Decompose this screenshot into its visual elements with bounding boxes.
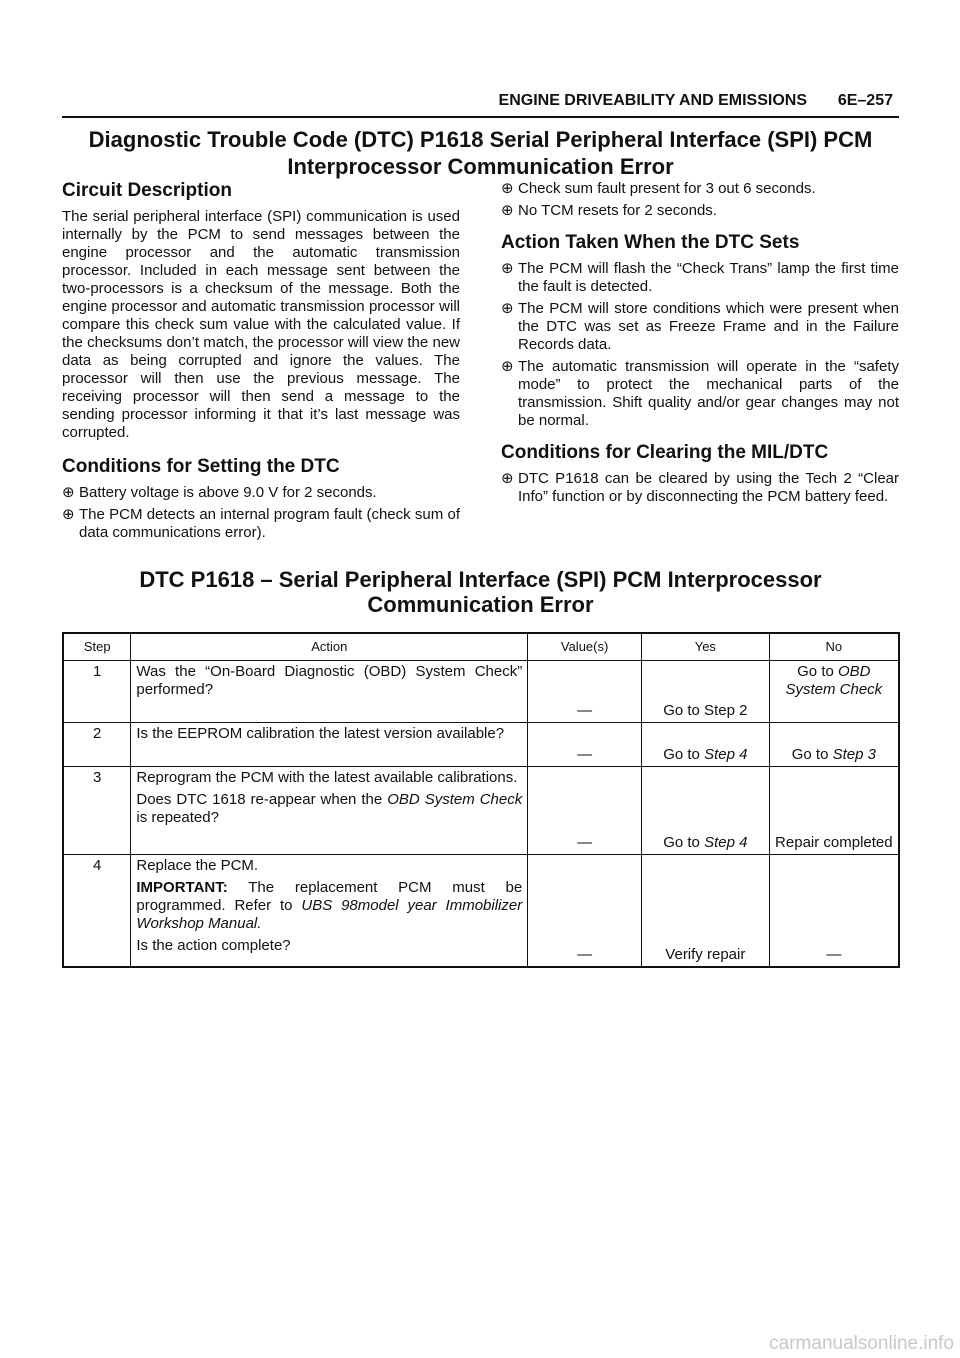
- value-cell: —: [528, 855, 642, 967]
- page-header: [62, 88, 899, 118]
- action-taken-heading: Action Taken When the DTC Sets: [501, 232, 800, 253]
- table-title: [62, 567, 899, 617]
- bullet-icon: ⊕: [501, 260, 514, 277]
- yes-cell: Go to Step 4: [641, 767, 769, 855]
- list-item: ⊕ The automatic transmission will operate in the “safety mode” to protect the mechanical parts of the transmission. Shift quality and/or gear changes may not be normal.: [501, 358, 899, 429]
- yes-cell: Go to Step 4: [641, 723, 769, 767]
- action-cell: Reprogram the PCM with the latest available calibrations. Does DTC 1618 re-appear when the OBD System Check is repeated?: [131, 767, 528, 855]
- column-header-step: Step: [63, 633, 131, 661]
- action-cell: Replace the PCM. IMPORTANT: The replacement PCM must be programmed. Refer to UBS 98model year Immobilizer Workshop Manual. Is the action complete?: [131, 855, 528, 967]
- no-cell: Go to Step 3: [769, 723, 899, 767]
- step-number: 1: [63, 661, 131, 723]
- step-number: 3: [63, 767, 131, 855]
- page-number: 6E–257: [837, 92, 893, 109]
- column-header-action: Action: [131, 633, 528, 661]
- conditions-clearing-heading: Conditions for Clearing the MIL/DTC: [501, 442, 829, 463]
- column-header-values: Value(s): [528, 633, 642, 661]
- no-cell: —: [769, 855, 899, 967]
- table-title-line2: Communication Error: [367, 592, 594, 617]
- table-title-line1: DTC P1618 – Serial Peripheral Interface (SPI) PCM Interprocessor: [139, 567, 822, 592]
- bullet-icon: ⊕: [501, 358, 514, 375]
- list-item: ⊕ The PCM will flash the “Check Trans” lamp the first time the fault is detected.: [501, 260, 899, 295]
- value-cell: —: [528, 661, 642, 723]
- column-header-no: No: [769, 633, 899, 661]
- cross-reference: Step 4: [704, 746, 748, 763]
- watermark: carmanualsonline.info: [769, 1333, 954, 1354]
- table-row: [63, 723, 899, 767]
- list-item: ⊕ Check sum fault present for 3 out 6 seconds.: [501, 180, 816, 197]
- value-cell: —: [528, 723, 642, 767]
- cross-reference: OBD System Check: [387, 791, 523, 808]
- circuit-description-text: The serial peripheral interface (SPI) communication is used internally by the PCM to send messages between the engine processor and the automatic transmission processor. Included in each message sent between the two-processors is a checksum of the message. Both the engine processor and automatic transmission processor will compare this check sum value with the calculated value. If the checksums don’t match, the processor will view the new data as being corrupted and ignore the values. The processor will then use the previous message. The receiving processor will then send a message to the sending processor informing it that it’s last message was corrupted.: [62, 208, 460, 441]
- bullet-icon: ⊕: [62, 484, 75, 501]
- cross-reference: Step 4: [704, 834, 748, 851]
- step-number: 2: [63, 723, 131, 767]
- action-cell: Was the “On-Board Diagnostic (OBD) System Check” performed?: [131, 661, 528, 723]
- bullet-icon: ⊕: [62, 506, 75, 523]
- cross-reference: OBD System Check: [785, 663, 883, 698]
- right-column: [501, 180, 899, 510]
- yes-cell: Verify repair: [641, 855, 769, 967]
- yes-cell: Go to Step 2: [641, 661, 769, 723]
- conditions-clearing-list: [501, 470, 899, 506]
- table-row: [63, 661, 899, 723]
- bullet-icon: ⊕: [501, 180, 514, 197]
- no-cell: Repair completed: [769, 767, 899, 855]
- bullet-icon: ⊕: [501, 470, 514, 487]
- important-label: IMPORTANT:: [136, 879, 228, 896]
- list-item: ⊕ The PCM will store conditions which were present when the DTC was set as Freeze Frame and in the Failure Records data.: [501, 300, 899, 353]
- bullet-icon: ⊕: [501, 202, 514, 219]
- list-item: ⊕ DTC P1618 can be cleared by using the Tech 2 “Clear Info” function or by disconnecting the PCM battery feed.: [501, 470, 899, 505]
- action-cell: Is the EEPROM calibration the latest version available?: [131, 723, 528, 767]
- conditions-setting-heading: Conditions for Setting the DTC: [62, 456, 340, 477]
- document-title-line1: Diagnostic Trouble Code (DTC) P1618 Serial Peripheral Interface (SPI) PCM: [88, 127, 873, 152]
- document-title: [62, 126, 899, 180]
- list-item: ⊕ The PCM detects an internal program fault (check sum of data communications error).: [62, 506, 460, 541]
- conditions-setting-list-continued: [501, 180, 899, 220]
- cross-reference: UBS 98model year Immobilizer Workshop Manual.: [136, 897, 523, 932]
- action-taken-list: [501, 260, 899, 430]
- left-column: [62, 180, 460, 546]
- diagnostic-table: [62, 632, 900, 968]
- table-row: [63, 767, 899, 855]
- document-title-line2: Interprocessor Communication Error: [287, 154, 674, 179]
- value-cell: —: [528, 767, 642, 855]
- column-header-yes: Yes: [641, 633, 769, 661]
- table-header-row: [63, 633, 899, 661]
- no-cell: Go to OBD System Check: [769, 661, 899, 723]
- table-row: [63, 855, 899, 967]
- section-title: ENGINE DRIVEABILITY AND EMISSIONS: [498, 92, 807, 109]
- cross-reference: Step 3: [832, 746, 876, 763]
- bullet-icon: ⊕: [501, 300, 514, 317]
- list-item: ⊕ Battery voltage is above 9.0 V for 2 seconds.: [62, 484, 377, 501]
- step-number: 4: [63, 855, 131, 967]
- circuit-description-heading: Circuit Description: [62, 180, 232, 201]
- list-item: ⊕ No TCM resets for 2 seconds.: [501, 202, 717, 219]
- conditions-setting-list: [62, 484, 460, 542]
